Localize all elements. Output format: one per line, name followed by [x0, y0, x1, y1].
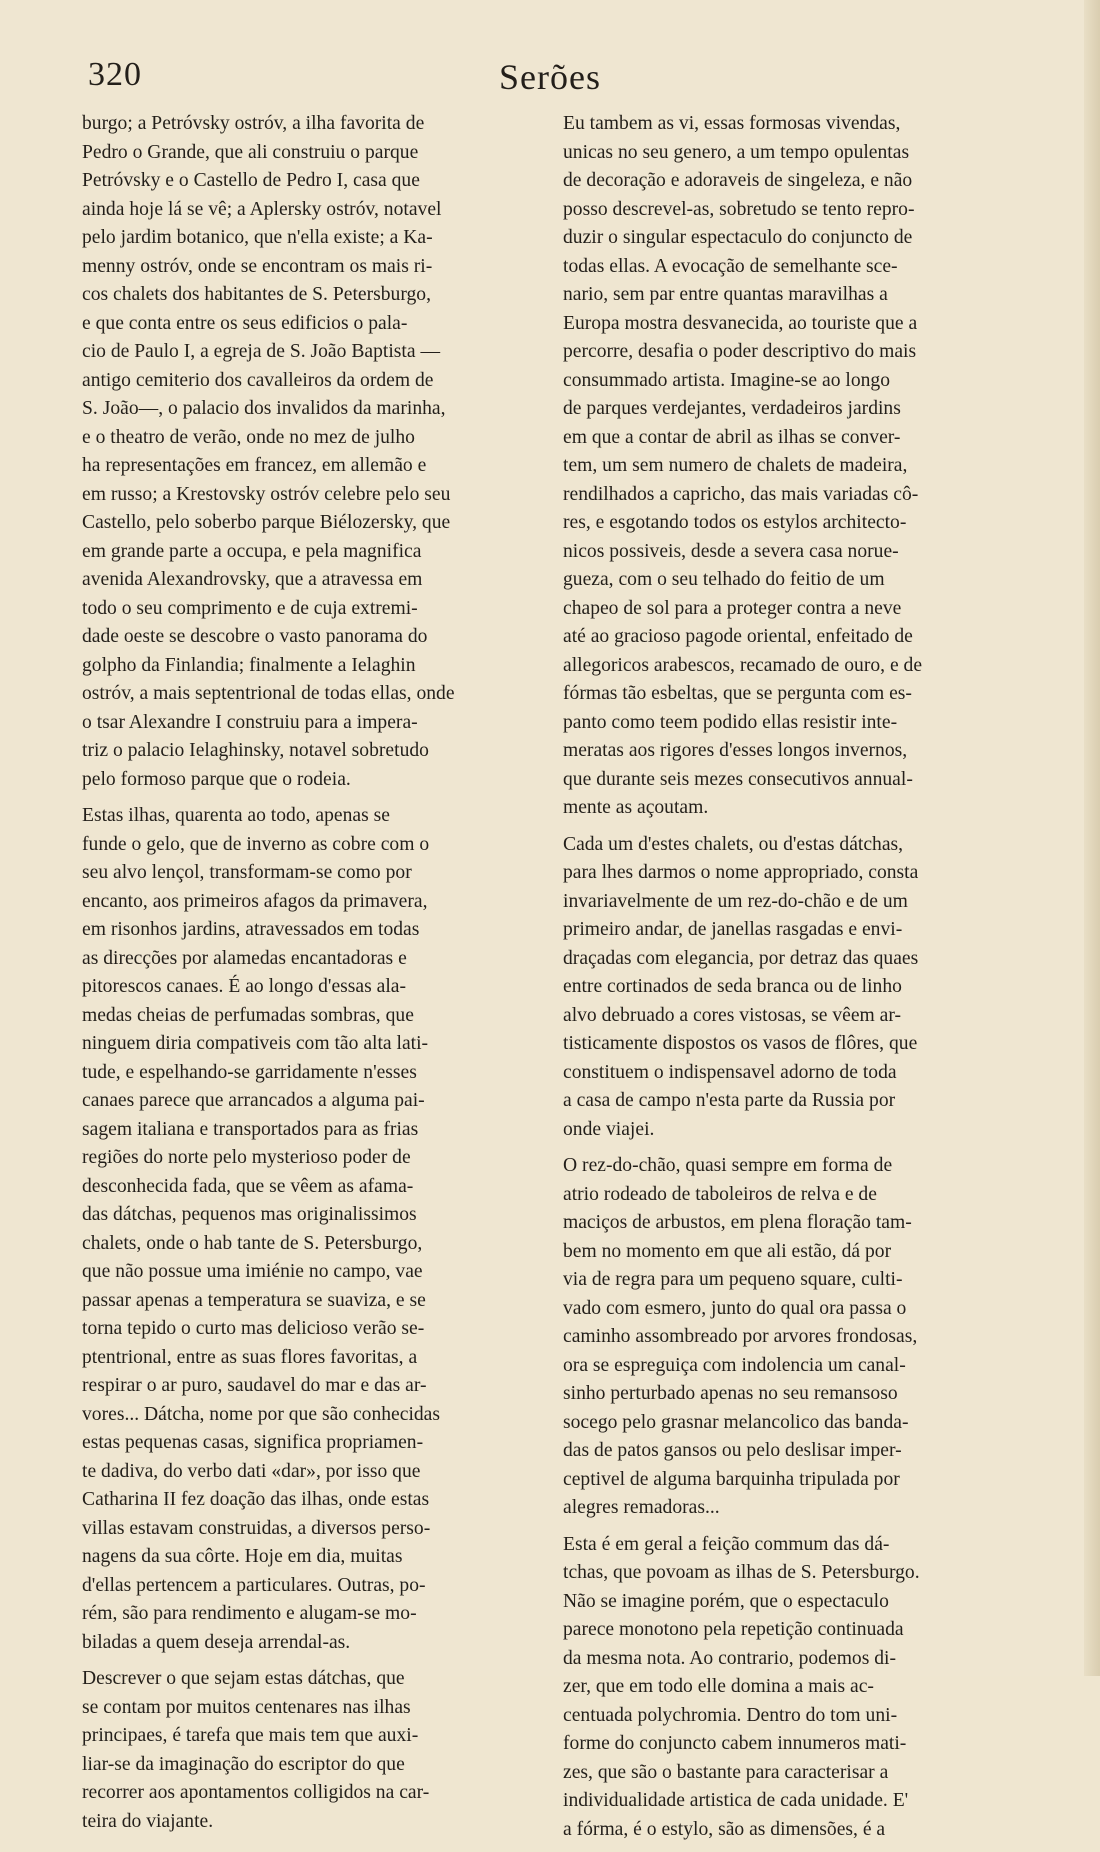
text-line: nagens da sua côrte. Hoje em dia, muitas [82, 1546, 403, 1567]
text-line: todas ellas. A evocação de semelhante sce- [563, 255, 898, 277]
text-line: avenida Alexandrovsky, que a atravessa em [82, 569, 423, 590]
text-line: Cada um d'estes chalets, ou d'estas dátchas, [563, 833, 904, 855]
text-line: rém, são para rendimento e alugam-se mo- [82, 1603, 417, 1624]
text-line: te dadiva, do verbo dati «dar», por isso que [82, 1460, 421, 1482]
running-title: Serões [499, 57, 601, 97]
text-line: ora se espreguiça com indolencia um canal- [563, 1354, 906, 1376]
text-line: forme do conjuncto cabem innumeros mati- [563, 1733, 907, 1754]
left-column [82, 110, 540, 1844]
text-line: torna tepido o curto mas delicioso verão se- [82, 1318, 425, 1339]
text-line: principaes, é tarefa que mais tem que auxi- [82, 1725, 419, 1746]
text-line: vado com esmero, junto do qual ora passa o [563, 1297, 907, 1319]
text-line: tchas, que povoam as ilhas de S. Petersburgo. [563, 1562, 920, 1583]
text-line: triz o palacio Ielaghinsky, notavel sobretudo [82, 740, 429, 761]
text-line: ptentrional, entre as suas flores favoritas, a [82, 1346, 418, 1368]
text-line: socego pelo grasnar melancolico das banda- [563, 1411, 909, 1433]
text-line: duzir o singular espectaculo do conjuncto de [563, 227, 913, 248]
paragraph [82, 802, 540, 1657]
text-line: primeiro andar, de janellas rasgadas e envi- [563, 919, 903, 940]
text-line: em grande parte a occupa, e pela magnifica [82, 540, 422, 562]
text-line: constituem o indispensavel adorno de toda [563, 1061, 897, 1083]
text-line: o tsar Alexandre I construiu para a impera- [82, 711, 418, 733]
text-line: que não possue uma imiénie no campo, vae [82, 1261, 423, 1282]
paragraph [563, 1152, 1027, 1523]
text-line: pitorescos canaes. É ao longo d'essas ala- [82, 976, 406, 997]
paragraph [563, 1531, 1027, 1845]
text-line: entre cortinados de seda branca ou de linho [563, 976, 902, 997]
text-line: pelo jardim botanico, que n'ella existe; a Ka- [82, 227, 433, 248]
text-line: Eu tambem as vi, essas formosas vivendas, [563, 113, 901, 134]
text-line: villas estavam construidas, a diversos perso- [82, 1517, 431, 1539]
text-line: Castello, pelo soberbo parque Biélozersky, que [82, 512, 451, 533]
text-line: das de patos gansos ou pelo deslisar imper- [563, 1440, 902, 1461]
text-line: Petróvsky e o Castello de Pedro I, casa que [82, 170, 420, 191]
text-line: gueza, com o seu telhado do feitio de um [563, 569, 885, 590]
text-line: meratas aos rigores d'esses longos invernos, [563, 740, 908, 761]
text-line: recorrer aos apontamentos colligidos na car- [82, 1782, 430, 1803]
text-line: medas cheias de perfumadas sombras, que [82, 1004, 414, 1026]
text-line: passar apenas a temperatura se suaviza, e se [82, 1289, 426, 1311]
text-line: nario, sem par entre quantas maravilhas a [563, 284, 888, 305]
text-line: fórmas tão esbeltas, que se pergunta com es- [563, 683, 912, 704]
text-line: dade oeste se descobre o vasto panorama do [82, 626, 428, 647]
text-line: para lhes darmos o nome appropriado, consta [563, 862, 919, 883]
page-edge-shadow [1084, 0, 1100, 1676]
text-line: Pedro o Grande, que ali construiu o parque [82, 141, 419, 163]
text-line: tem, um sem numero de chalets de madeira, [563, 455, 908, 476]
text-line: até ao gracioso pagode oriental, enfeitado de [563, 626, 913, 647]
text-line: e que conta entre os seus edificios o pala- [82, 312, 408, 334]
text-line: zes, que são o bastante para caracterisar a [563, 1761, 889, 1783]
text-line: via de regra para um pequeno square, culti- [563, 1269, 903, 1290]
text-line: Descrever o que sejam estas dátchas, que [82, 1668, 405, 1689]
text-line: chapeo de sol para a proteger contra a neve [563, 597, 902, 619]
text-line: biladas a quem deseja arrendal-as. [82, 1631, 351, 1653]
text-line: em russo; a Krestovsky ostróv celebre pelo seu [82, 483, 451, 505]
text-line: das dátchas, pequenos mas originalissimos [82, 1204, 417, 1225]
text-line: ainda hoje lá se vê; a Aplersky ostróv, notavel [82, 198, 442, 220]
text-line: canaes parece que arrancados a alguma pai- [82, 1090, 425, 1111]
text-line: atrio rodeado de taboleiros de relva e de [563, 1183, 877, 1205]
text-line: Esta é em geral a feição commum das dá- [563, 1533, 890, 1555]
text-line: seu alvo lençol, transformam-se como por [82, 862, 412, 883]
text-line: ha representações em francez, em allemão e [82, 455, 427, 476]
text-line: em risonhos jardins, atravessados em todas [82, 919, 420, 940]
text-line: res, e esgotando todos os estylos architecto- [563, 512, 907, 533]
text-line: sagem italiana e transportados para as frias [82, 1118, 419, 1140]
text-line: chalets, onde o hab tante de S. Petersburgo, [82, 1232, 423, 1254]
text-line: burgo; a Petróvsky ostróv, a ilha favorita de [82, 113, 425, 134]
text-line: da mesma nota. Ao contrario, podemos di- [563, 1647, 897, 1669]
text-line: respirar o ar puro, saudavel do mar e das ar- [82, 1375, 427, 1396]
text-line: consummado artista. Imagine-se ao longo [563, 369, 891, 391]
text-line: percorre, desafia o poder descriptivo do mais [563, 341, 917, 362]
text-line: bem no momento em que ali estão, dá por [563, 1240, 892, 1262]
text-line: Europa mostra desvanecida, ao touriste que a [563, 312, 918, 334]
text-line: ninguem diria compativeis com tão alta lati- [82, 1033, 429, 1054]
text-line: liar-se da imaginação do escriptor do que [82, 1753, 405, 1775]
text-line: a fórma, é o estylo, são as dimensões, é a [563, 1818, 886, 1840]
text-line: menny ostróv, onde se encontram os mais ri- [82, 255, 433, 277]
text-line: tisticamente dispostos os vasos de flôres, que [563, 1033, 918, 1054]
text-line: golpho da Finlandia; finalmente a Ielaghin [82, 654, 416, 676]
text-line: todo o seu comprimento e de cuja extremi- [82, 597, 418, 619]
paragraph [82, 1665, 540, 1836]
text-line: invariavelmente de um rez-do-chão e de um [563, 890, 908, 912]
text-line: se contam por muitos centenares nas ilhas [82, 1696, 411, 1718]
text-line: unicas no seu genero, a um tempo opulentas [563, 141, 910, 163]
text-line: e o theatro de verão, onde no mez de julho [82, 426, 415, 448]
text-line: O rez-do-chão, quasi sempre em forma de [563, 1155, 893, 1176]
text-line: vores... Dátcha, nome por que são conhecidas [82, 1403, 441, 1425]
text-line: estas pequenas casas, significa propriamen- [82, 1432, 424, 1453]
text-line: panto como teem podido ellas resistir inte- [563, 711, 898, 733]
text-line: alegres remadoras... [563, 1497, 720, 1518]
text-line: tude, e espelhando-se garridamente n'esses [82, 1061, 417, 1083]
paragraph [563, 110, 1027, 823]
text-line: individualidade artistica de cada unidade. E' [563, 1790, 909, 1811]
text-line: encanto, aos primeiros afagos da primavera, [82, 890, 428, 912]
paragraph [82, 110, 540, 794]
text-line: S. João—, o palacio dos invalidos da marinha, [82, 398, 446, 419]
text-line: pelo formoso parque que o rodeia. [82, 768, 351, 790]
text-line: alvo debruado a cores vistosas, se vêem ar- [563, 1004, 902, 1026]
text-line: sinho perturbado apenas no seu remansoso [563, 1383, 898, 1404]
text-line: as direcções por alamedas encantadoras e [82, 947, 407, 969]
text-line: regiões do norte pelo mysterioso poder de [82, 1147, 411, 1168]
text-line: maciços de arbustos, em plena floração tam- [563, 1212, 912, 1233]
text-line: parece monotono pela repetição continuada [563, 1619, 904, 1640]
text-line: de parques verdejantes, verdadeiros jardins [563, 398, 901, 419]
text-line: cos chalets dos habitantes de S. Petersburgo, [82, 284, 431, 305]
text-line: Catharina II fez doação das ilhas, onde estas [82, 1489, 430, 1510]
text-line: allegoricos arabescos, recamado de ouro, e de [563, 654, 923, 676]
text-line: Não se imagine porém, que o espectaculo [563, 1590, 889, 1612]
paragraph [563, 831, 1027, 1145]
text-line: ceptivel de alguma barquinha tripulada por [563, 1468, 900, 1490]
text-line: rendilhados a capricho, das mais variadas cô- [563, 483, 919, 505]
text-line: ostróv, a mais septentrional de todas ellas, onde [82, 683, 455, 704]
text-line: a casa de campo n'esta parte da Russia por [563, 1090, 896, 1111]
text-line: posso descrevel-as, sobretudo se tento repro- [563, 198, 915, 220]
text-line: Estas ilhas, quarenta ao todo, apenas se [82, 805, 390, 826]
page-number: 320 [88, 56, 142, 93]
text-line: draçadas com elegancia, por detraz das quaes [563, 947, 919, 969]
text-line: teira do viajante. [82, 1810, 214, 1832]
text-line: nicos possiveis, desde a severa casa norue- [563, 540, 899, 562]
text-line: antigo cemiterio dos cavalleiros da ordem de [82, 369, 434, 391]
right-column [563, 110, 1027, 1852]
text-line: caminho assombreado por arvores frondosas, [563, 1326, 918, 1347]
text-line: funde o gelo, que de inverno as cobre com o [82, 833, 430, 855]
text-line: onde viajei. [563, 1118, 655, 1140]
text-line: de decoração e adoraveis de singeleza, e não [563, 170, 913, 191]
text-line: zer, que em todo elle domina a mais ac- [563, 1676, 874, 1697]
text-line: que durante seis mezes consecutivos annual- [563, 768, 913, 790]
text-line: mente as açoutam. [563, 797, 709, 818]
text-line: cio de Paulo I, a egreja de S. João Baptista — [82, 341, 441, 362]
text-line: centuada polychromia. Dentro do tom uni- [563, 1704, 898, 1726]
text-line: em que a contar de abril as ilhas se conver- [563, 426, 901, 448]
text-line: desconhecida fada, que se vêem as afama- [82, 1175, 414, 1197]
text-line: d'ellas pertencem a particulares. Outras, po- [82, 1574, 426, 1596]
